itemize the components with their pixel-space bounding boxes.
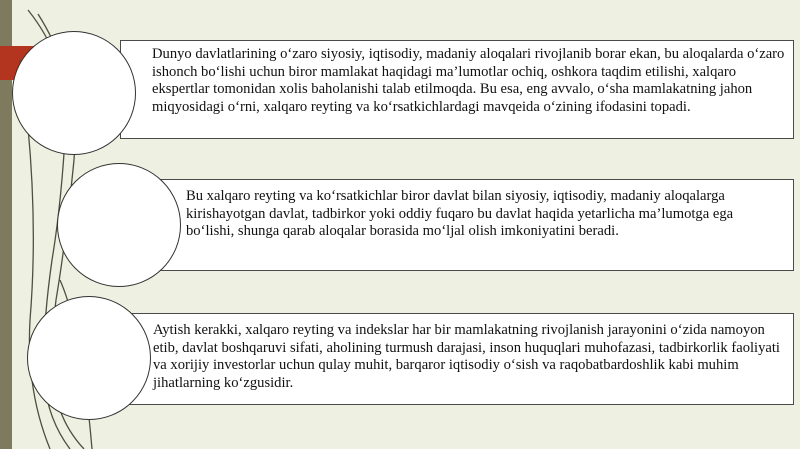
bullet-circle-1 (12, 31, 136, 155)
paragraph-2: Bu xalqaro reyting va ko‘rsatkichlar biror davlat bilan siyosiy, iqtisodiy, madaniy aloqalarga kirishayotgan davlat, tadbirkor yoki oddiy fuqaro bu davlat haqida yetarlicha ma’lumotga ega bo‘lishi, shunga qarab aloqalar borasida mo‘ljal olish imkoniyatini beradi. (186, 188, 734, 240)
paragraph-3: Aytish kerakki, xalqaro reyting va indekslar har bir mamlakatning rivojlanish jarayonini o‘zida namoyon etib, davlat boshqaruvi sifati, aholining turmush darajasi, inson huquqlari muhofazasi, tadbirkorlik faoliyati va xorijiy investorlar uchun qulay muhit, barqaror iqtisodiy o‘sish va raqobatbardoshlik kabi muhim jihatlarning ko‘zgusidir. (153, 322, 780, 391)
bullet-circle-3 (27, 296, 151, 420)
paragraph-1: Dunyo davlatlarining o‘zaro siyosiy, iqtisodiy, madaniy aloqalari rivojlanib borar ekan, bu aloqalarda o‘zaro ishonch bo‘lishi uchun biror mamlakat haqidagi ma’lumotlar ochiq, oshkora taqdim etilishi, xalqaro ekspertlar tomonidan xolis baholanishi talab etilmoqda. Bu esa, eng avvalo, o‘sha mamlakatning jahon miqyosidagi o‘rni, xalqaro reyting va ko‘rsatkichlardagi mavqeida o‘zining ifodasini topadi. (152, 46, 785, 115)
bullet-circle-2 (57, 163, 181, 287)
